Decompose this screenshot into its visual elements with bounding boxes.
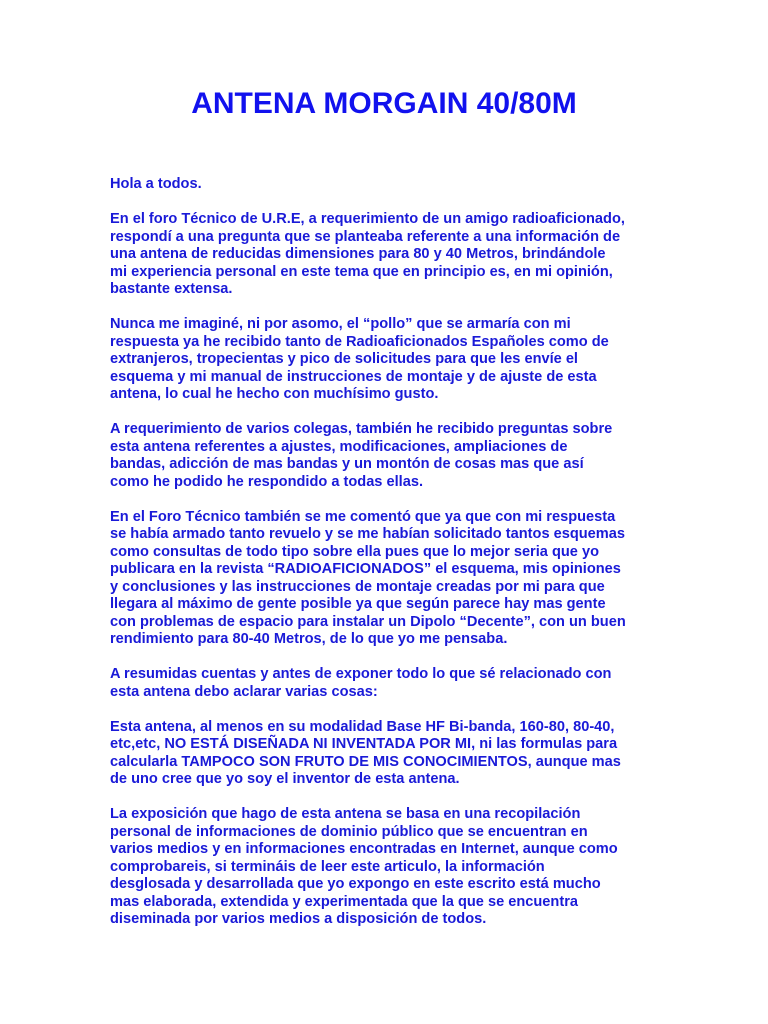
paragraph-line: mas elaborada, extendida y experimentada que la que se encuentra <box>110 893 578 910</box>
paragraph <box>110 421 662 491</box>
paragraph-line: extranjeros, tropecientas y pico de solicitudes para que les envíe el <box>110 351 578 367</box>
paragraph-line: Hola a todos. <box>110 176 202 192</box>
paragraph-line: esta antena debo aclarar varias cosas: <box>110 683 378 700</box>
paragraph-line: llegara al máximo de gente posible ya que según parece hay mas gente <box>110 596 606 612</box>
paragraph-line: comprobareis, si termináis de leer este articulo, la información <box>110 858 545 875</box>
paragraph-line: Esta antena, al menos en su modalidad Base HF Bi-banda, 160-80, 80-40, <box>110 718 615 735</box>
paragraph-line: En el foro Técnico de U.R.E, a requerimiento de un amigo radioaficionado, <box>110 211 625 227</box>
paragraph-line: esta antena referentes a ajustes, modificaciones, ampliaciones de <box>110 438 568 455</box>
paragraph <box>110 211 662 299</box>
paragraph <box>110 316 662 404</box>
paragraph-line: A requerimiento de varios colegas, también he recibido preguntas sobre <box>110 421 613 437</box>
paragraph-line: bastante extensa. <box>110 281 233 297</box>
paragraph <box>110 176 662 194</box>
paragraph-line: con problemas de espacio para instalar un Dipolo “Decente”, con un buen <box>110 613 626 630</box>
paragraph <box>110 666 662 701</box>
page-title: ANTENA MORGAIN 40/80M <box>191 87 577 120</box>
paragraph-line: bandas, adicción de mas bandas y un montón de cosas mas que así <box>110 456 584 472</box>
paragraph-line: antena, lo cual he hecho con muchísimo gusto. <box>110 386 439 402</box>
paragraph-line: Nunca me imaginé, ni por asomo, el “pollo” que se armaría con mi <box>110 316 571 332</box>
paragraph-line: se había armado tanto revuelo y se me habían solicitado tantos esquemas <box>110 526 625 542</box>
paragraph-line: calcularla TAMPOCO SON FRUTO DE MIS CONOCIMIENTOS, aunque mas <box>110 753 621 770</box>
paragraph-line: una antena de reducidas dimensiones para 80 y 40 Metros, brindándole <box>110 246 606 262</box>
paragraph-line: de uno cree que yo soy el inventor de esta antena. <box>110 771 460 787</box>
paragraph-line: A resumidas cuentas y antes de exponer todo lo que sé relacionado con <box>110 666 612 682</box>
paragraph-line: y conclusiones y las instrucciones de montaje creadas por mi para que <box>110 578 605 595</box>
paragraph-line: como consultas de todo tipo sobre ella pues que lo mejor seria que yo <box>110 543 599 560</box>
paragraph <box>110 806 662 929</box>
paragraph-line: personal de informaciones de dominio público que se encuentran en <box>110 823 588 840</box>
paragraph-line: esquema y mi manual de instrucciones de montaje y de ajuste de esta <box>110 368 597 385</box>
paragraph-line: etc,etc, NO ESTÁ DISEÑADA NI INVENTADA POR MI, ni las formulas para <box>110 736 618 752</box>
paragraph-line: como he podido he respondido a todas ellas. <box>110 473 423 490</box>
paragraph-line: desglosada y desarrollada que yo expongo en este escrito está mucho <box>110 876 601 892</box>
paragraph-line: mi experiencia personal en este tema que en principio es, en mi opinión, <box>110 263 613 280</box>
paragraph <box>110 509 662 649</box>
paragraph-line: En el Foro Técnico también se me comentó que ya que con mi respuesta <box>110 508 616 525</box>
paragraph-line: rendimiento para 80-40 Metros, de lo que yo me pensaba. <box>110 631 508 647</box>
paragraph-line: respondí a una pregunta que se planteaba referente a una información de <box>110 228 621 245</box>
paragraph-line: varios medios y en informaciones encontradas en Internet, aunque como <box>110 841 618 857</box>
paragraph-line: respuesta ya he recibido tanto de Radioaficionados Españoles como de <box>110 333 609 350</box>
paragraph-line: La exposición que hago de esta antena se basa en una recopilación <box>110 806 581 822</box>
document-body <box>110 176 662 946</box>
paragraph-line: diseminada por varios medios a disposición de todos. <box>110 911 487 927</box>
paragraph <box>110 719 662 789</box>
paragraph-line: publicara en la revista “RADIOAFICIONADOS” el esquema, mis opiniones <box>110 561 621 577</box>
